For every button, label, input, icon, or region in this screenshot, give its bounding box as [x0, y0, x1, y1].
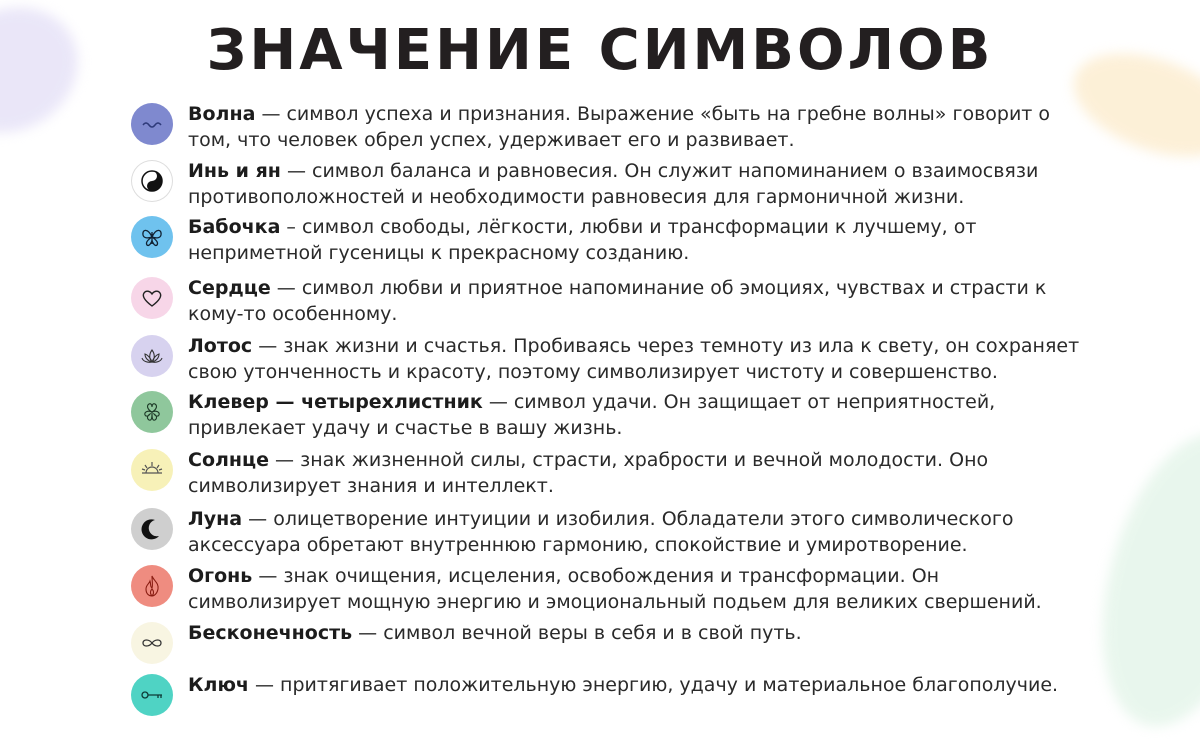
item-text: — знак жизненной силы, страсти, храбрости и вечной молодости. Оно символизирует знания и интеллект. [188, 449, 989, 497]
item-description [188, 563, 1088, 615]
item-description [188, 672, 1088, 698]
item-name: Ключ [188, 674, 249, 696]
heart-icon [131, 277, 173, 319]
item-text: — знак жизни и счастья. Пробиваясь через темноту из ила к свету, он сохраняет свою утонченность и красоту, поэтому символизирует чистоту и совершенство. [188, 335, 1080, 383]
item-text: – символ свободы, лёгкости, любви и трансформации к лучшему, от неприметной гусеницы к прекрасному созданию. [188, 216, 977, 264]
item-name: Сердце [188, 277, 271, 299]
item-description [188, 447, 1088, 499]
lotus-icon [131, 335, 173, 377]
item-description [188, 620, 1088, 646]
fire-icon [131, 565, 173, 607]
page-title: ЗНАЧЕНИЕ СИМВОЛОВ [206, 18, 994, 83]
infinity-icon [131, 622, 173, 664]
item-name: Волна [188, 103, 256, 125]
item-text: — притягивает положительную энергию, удачу и материальное благополучие. [248, 674, 1059, 696]
item-name: Солнце [188, 449, 270, 471]
item-description [188, 333, 1088, 385]
item-description [188, 214, 1088, 266]
yin-yang-icon [131, 160, 173, 202]
sun-icon [131, 449, 173, 491]
item-text: — символ баланса и равновесия. Он служит напоминанием о взаимосвязи противоположностей и необходимости равновесия для гармоничной жизни. [188, 160, 1039, 208]
item-description [188, 389, 1088, 441]
wave-icon [131, 103, 173, 145]
key-icon [131, 674, 173, 716]
decorative-brush-green [1074, 416, 1200, 745]
item-text: — символ успеха и признания. Выражение «быть на гребне волны» говорит о том, что человек обрел успех, удерживает его и развивает. [188, 103, 1051, 151]
item-text: — олицетворение интуиции и изобилия. Обладатели этого символического аксессуара обретают внутреннюю гармонию, спокойствие и умиротворение. [188, 508, 1014, 556]
item-description [188, 158, 1088, 210]
item-name: Бабочка [188, 216, 281, 238]
moon-icon [131, 508, 173, 550]
item-text: — знак очищения, исцеления, освобождения и трансформации. Он символизирует мощную энергию и эмоциональный подьем для великих свершений. [188, 565, 1042, 613]
item-name: Инь и ян [188, 160, 281, 182]
item-name: Бесконечность [188, 622, 353, 644]
item-description [188, 506, 1088, 558]
butterfly-icon [131, 216, 173, 258]
item-name: Лотос [188, 335, 253, 357]
clover-icon [131, 391, 173, 433]
item-name: Огонь [188, 565, 253, 587]
item-name: Клевер — четырехлистник [188, 391, 483, 413]
item-text: — символ вечной веры в себя и в свой путь. [352, 622, 802, 644]
item-name: Луна [188, 508, 243, 530]
item-text: — символ любви и приятное напоминание об эмоциях, чувствах и страсти к кому-то особенному. [188, 277, 1047, 325]
item-text: — символ удачи. Он защищает от неприятностей, привлекает удачу и счастье в вашу жизнь. [188, 391, 996, 439]
item-description [188, 101, 1088, 153]
item-description [188, 275, 1088, 327]
